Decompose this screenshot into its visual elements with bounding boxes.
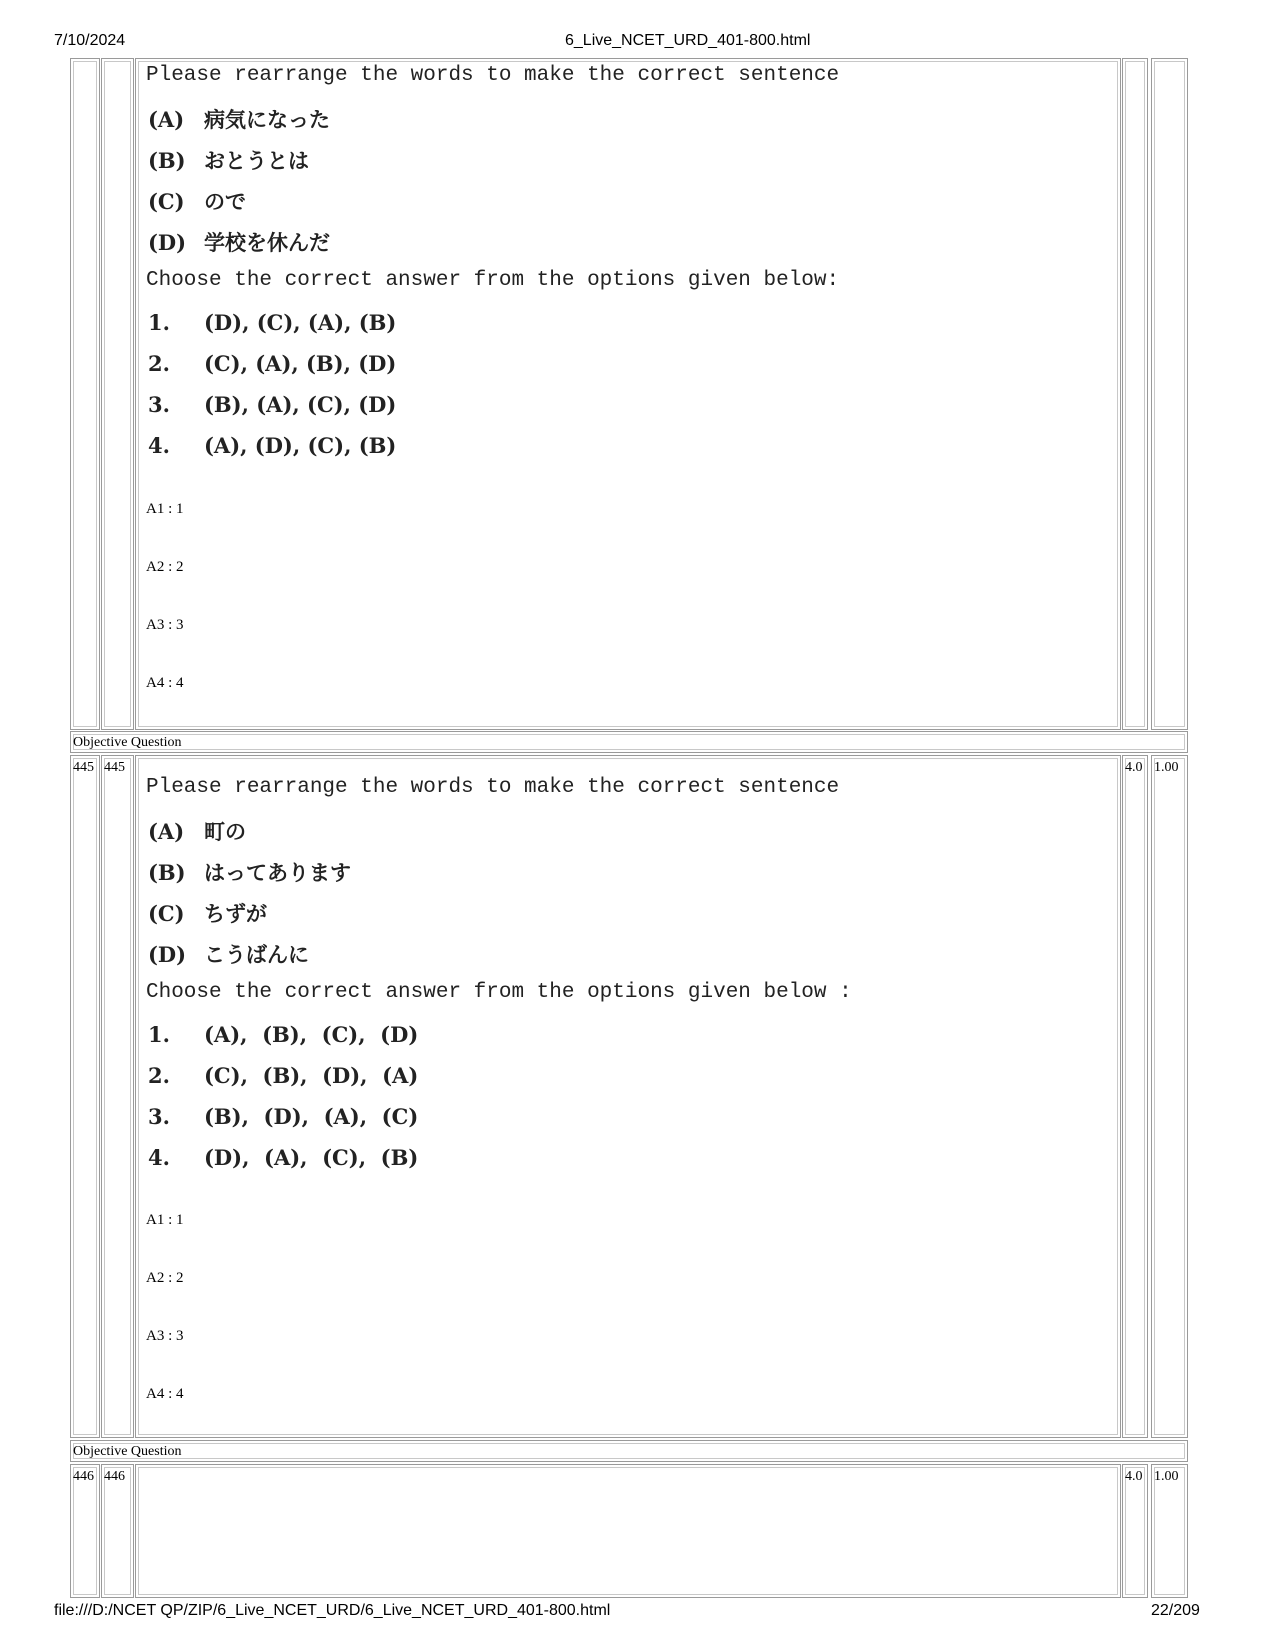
question-type-row: [70, 731, 1188, 753]
serial-number: 446: [73, 1469, 94, 1484]
answer-option: 2. (C), (A), (B), (D): [148, 351, 397, 376]
question-type-label: Objective Question: [73, 735, 182, 750]
answer-key: A3 : 3: [146, 617, 184, 633]
answer-key: A1 : 1: [146, 1212, 184, 1228]
answer-key: A3 : 3: [146, 1328, 184, 1344]
question-cell: [135, 1464, 1121, 1598]
qid-cell: [101, 58, 134, 730]
marks-cell: [1122, 755, 1148, 1438]
neg-marks-cell: [1151, 755, 1188, 1438]
negative-marks-value: 1.00: [1154, 1469, 1179, 1484]
word-item: (B) おとうとは: [148, 148, 309, 173]
word-item: (A) 病気になった: [148, 107, 330, 132]
question-id: 445: [104, 760, 125, 775]
choose-instruction: Choose the correct answer from the options given below:: [146, 269, 840, 292]
answer-key: A2 : 2: [146, 1270, 184, 1286]
answer-option: 4. (D), (A), (C), (B): [148, 1145, 419, 1170]
answer-option: 4. (A), (D), (C), (B): [148, 433, 397, 458]
answer-option: 3. (B), (D), (A), (C): [148, 1104, 419, 1129]
word-item: (D) 学校を休んだ: [148, 230, 330, 255]
answer-option: 1. (D), (C), (A), (B): [148, 310, 397, 335]
sno-cell: [70, 755, 100, 1438]
answer-key: A2 : 2: [146, 559, 184, 575]
question-id: 446: [104, 1469, 125, 1484]
word-item: (B) はってあります: [148, 860, 351, 885]
negative-marks-value: 1.00: [1154, 760, 1179, 775]
question-type-label: Objective Question: [73, 1444, 182, 1459]
answer-option: 2. (C), (B), (D), (A): [148, 1063, 419, 1088]
neg-marks-cell: [1151, 58, 1188, 730]
word-item: (D) こうばんに: [148, 942, 309, 967]
question-prompt: Please rearrange the words to make the correct sentence: [146, 776, 840, 799]
answer-option: 3. (B), (A), (C), (D): [148, 392, 397, 417]
serial-number: 445: [73, 760, 94, 775]
question-type-row: [70, 1440, 1188, 1462]
choose-instruction: Choose the correct answer from the options given below :: [146, 981, 852, 1004]
answer-key: A4 : 4: [146, 1386, 184, 1402]
marks-cell: [1122, 58, 1148, 730]
page-number: 22/209: [1151, 1602, 1200, 1619]
answer-option: 1. (A), (B), (C), (D): [148, 1022, 419, 1047]
file-path: file:///D:/NCET QP/ZIP/6_Live_NCET_URD/6_Live_NCET_URD_401-800.html: [54, 1602, 611, 1619]
sno-cell: [70, 58, 100, 730]
word-item: (C) ので: [148, 189, 246, 214]
answer-key: A1 : 1: [146, 501, 184, 517]
print-date: 7/10/2024: [54, 32, 126, 49]
qid-cell: [101, 755, 134, 1438]
word-item: (C) ちずが: [148, 901, 267, 926]
marks-value: 4.0: [1125, 760, 1143, 775]
question-prompt: Please rearrange the words to make the correct sentence: [146, 64, 840, 87]
marks-value: 4.0: [1125, 1469, 1143, 1484]
document-title: 6_Live_NCET_URD_401-800.html: [565, 32, 811, 49]
word-item: (A) 町の: [148, 819, 246, 844]
answer-key: A4 : 4: [146, 675, 184, 691]
